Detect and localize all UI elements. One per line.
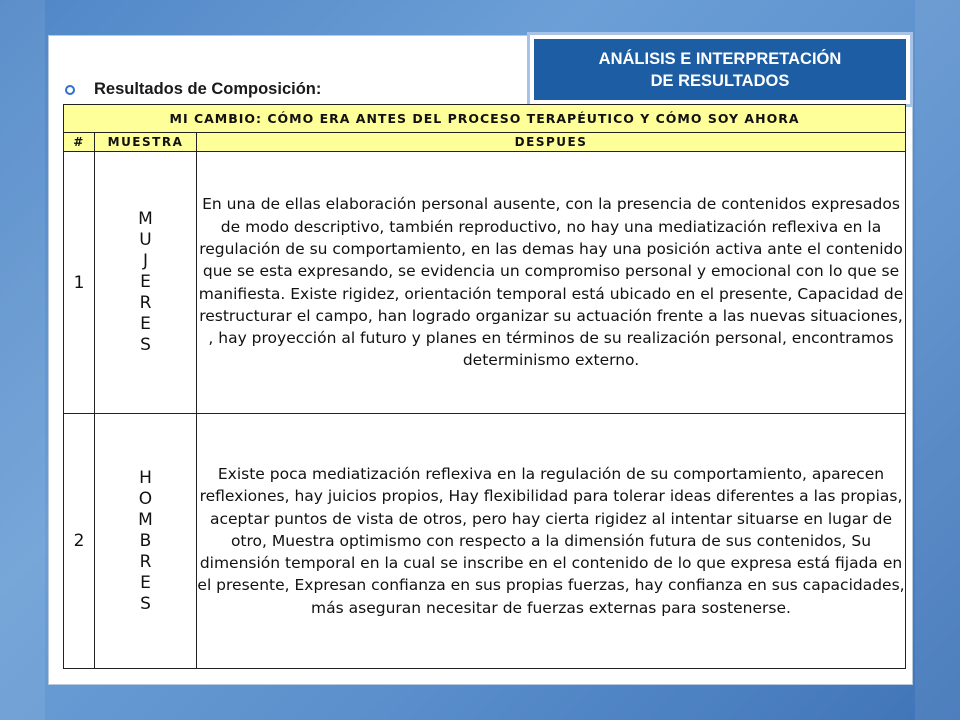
- sample-label: [138, 209, 153, 356]
- table-row: [64, 152, 906, 414]
- sample-letter: B: [139, 530, 152, 551]
- sample-letter: E: [140, 572, 151, 593]
- sample-letter: J: [142, 251, 148, 271]
- column-header-number: #: [64, 133, 95, 152]
- table-title-row: [64, 105, 906, 133]
- sample-letter: R: [139, 293, 152, 313]
- sample-letter: M: [138, 209, 153, 229]
- sample-letter: H: [139, 467, 152, 488]
- sample-letter: U: [139, 230, 152, 250]
- row-number: 2: [64, 414, 95, 669]
- sample-letter: R: [139, 551, 152, 572]
- slide-title-line2: DE RESULTADOS: [650, 71, 790, 90]
- title-box: [527, 32, 913, 107]
- row-description: Existe poca mediatización reflexiva en la regulación de su comportamiento, aparecen reflexiones, hay juicios propios, Hay flexibilidad para tolerar ideas diferentes a las propias, aceptar puntos de vista de otros, pero hay cierta rigidez al intentar situarse en lugar de otro, Muestra optimismo con respecto a la dimensión futura de sus contenidos, Su dimensión temporal en la cual se inscribe en el contenido de lo que expresa está fijada en el presente, Expresan confianza en sus propias fuerzas, hay confianza en sus capacidades, más aseguran necesitar de fuerzas externas para sostenerse.: [197, 414, 906, 669]
- row-number: 1: [64, 152, 95, 414]
- bullet-icon: [65, 85, 75, 95]
- table-header-row: [64, 133, 906, 152]
- slide-title-line1: ANÁLISIS E INTERPRETACIÓN: [598, 49, 842, 68]
- slide-title: [534, 39, 906, 100]
- sample-letter: O: [138, 488, 153, 509]
- section-heading: [63, 80, 321, 99]
- sample-letter: S: [140, 593, 151, 614]
- column-header-sample: MUESTRA: [95, 133, 197, 152]
- sample-label: [138, 468, 153, 615]
- row-description: En una de ellas elaboración personal ausente, con la presencia de contenidos expresados de modo descriptivo, también reproductivo, no hay una mediatización reflexiva en la regulación de su comportamiento, en las demas hay una posición activa ante el contenido que se esta expresando, se evidencia un compromiso personal y emocional con lo que se manifiesta. Existe rigidez, orientación temporal está ubicado en el presente, Capacidad de restructurar el campo, han logrado organizar su actuación frente a las nuevas situaciones, , hay proyección al futuro y planes en términos de su realización personal, encontramos determinismo externo.: [197, 152, 906, 414]
- results-table: [63, 104, 906, 669]
- row-sample: [95, 414, 197, 669]
- background-decoration: [0, 0, 45, 720]
- table-row: [64, 414, 906, 669]
- sample-letter: S: [140, 335, 151, 355]
- sample-letter: E: [140, 272, 151, 292]
- row-sample: [95, 152, 197, 414]
- section-heading-text: Resultados de Composición:: [94, 80, 322, 98]
- table-title: MI CAMBIO: CÓMO ERA ANTES DEL PROCESO TERAPÉUTICO Y CÓMO SOY AHORA: [64, 105, 906, 133]
- background-decoration: [915, 0, 960, 720]
- sample-letter: M: [138, 509, 153, 530]
- sample-letter: E: [140, 314, 151, 334]
- column-header-after: DESPUES: [197, 133, 906, 152]
